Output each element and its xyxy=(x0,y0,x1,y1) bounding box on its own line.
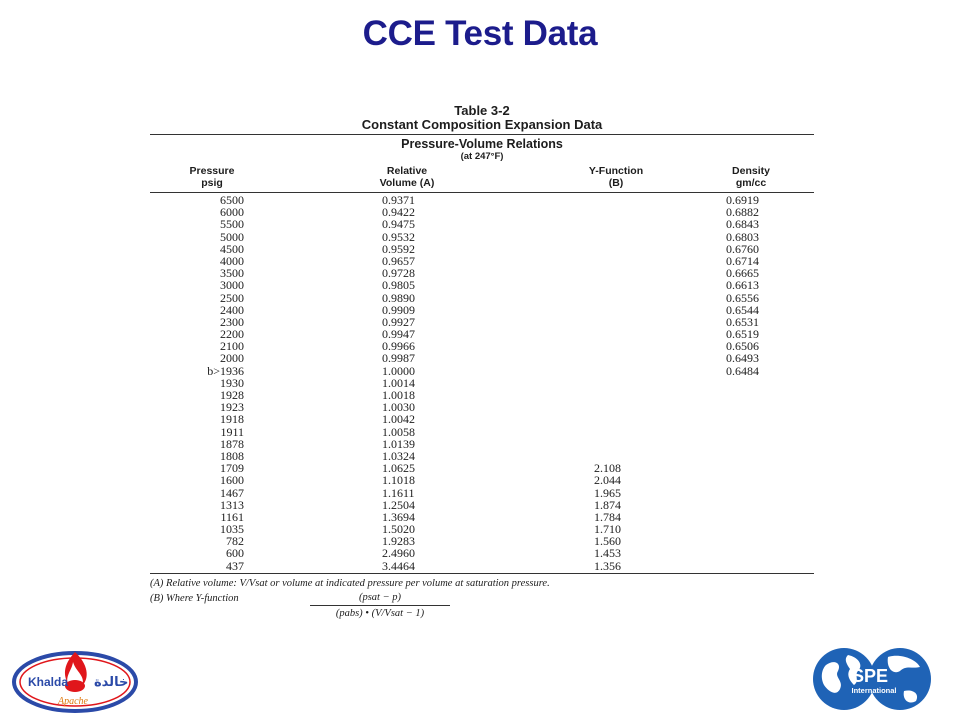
cell-pressure: 6500 xyxy=(220,193,244,207)
cell-y-function: 1.560 xyxy=(594,534,621,549)
cell-relative-volume: 0.9475 xyxy=(382,217,415,232)
cell-pressure: 1911 xyxy=(220,424,244,439)
cell-pressure: b>1936 xyxy=(207,363,244,378)
cell-relative-volume: 1.0139 xyxy=(382,436,415,451)
cell-relative-volume: 2.4960 xyxy=(382,546,415,561)
cell-density: 0.6531 xyxy=(726,314,759,329)
cell-relative-volume: 1.0042 xyxy=(382,412,415,427)
cell-density: 0.6843 xyxy=(726,217,759,232)
footnote-a: (A) Relative volume: V/Vsat or volume at indicated pressure per volume at saturation pressure. xyxy=(150,577,550,589)
cell-relative-volume: 3.4464 xyxy=(382,558,415,573)
table-row xyxy=(150,450,814,462)
cell-pressure: 1600 xyxy=(220,473,244,488)
cell-pressure: 4000 xyxy=(220,253,244,268)
cell-pressure: 1930 xyxy=(220,375,244,390)
table-row xyxy=(150,255,814,267)
cell-density: 0.6882 xyxy=(726,205,759,220)
cell-relative-volume: 1.0014 xyxy=(382,375,415,390)
cell-density: 0.6665 xyxy=(726,266,759,281)
table-row xyxy=(150,389,814,401)
table-row xyxy=(150,438,814,450)
table-row xyxy=(150,426,814,438)
cell-density: 0.6760 xyxy=(726,241,759,256)
cell-density: 0.6506 xyxy=(726,339,759,354)
cell-y-function: 1.453 xyxy=(594,546,621,561)
cell-pressure: 1161 xyxy=(220,509,244,524)
cell-pressure: 1709 xyxy=(220,461,244,476)
cell-relative-volume: 0.9532 xyxy=(382,229,415,244)
table-row xyxy=(150,316,814,328)
cell-density: 0.6493 xyxy=(726,351,759,366)
table-subheader xyxy=(150,137,814,162)
cell-density: 0.6544 xyxy=(726,302,759,317)
table-row xyxy=(150,523,814,535)
cell-relative-volume: 0.9657 xyxy=(382,253,415,268)
cell-pressure: 1923 xyxy=(220,400,244,415)
bottom-rule xyxy=(150,573,814,574)
formula-denominator: (pabs) • (V/Vsat − 1) xyxy=(335,607,425,619)
cell-pressure: 1467 xyxy=(220,485,244,500)
cell-pressure: 1918 xyxy=(220,412,244,427)
table-row xyxy=(150,231,814,243)
cell-pressure: 1313 xyxy=(220,497,244,512)
table-row xyxy=(150,206,814,218)
top-rule xyxy=(150,134,814,135)
table-body xyxy=(150,194,814,572)
table-condition: (at 247°F) xyxy=(460,151,504,162)
cell-density: 0.6919 xyxy=(726,193,759,207)
cell-pressure: 3500 xyxy=(220,266,244,281)
logo-text-spe: SPE xyxy=(851,666,889,686)
table-row xyxy=(150,401,814,413)
slide-title: CCE Test Data xyxy=(362,14,598,53)
cell-pressure: 1878 xyxy=(220,436,244,451)
khalda-logo xyxy=(10,646,140,714)
cell-pressure: 2400 xyxy=(220,302,244,317)
cell-relative-volume: 1.0030 xyxy=(382,400,415,415)
table-row xyxy=(150,560,814,572)
column-header-y-function: Y-Function (B) xyxy=(588,165,644,189)
table-row xyxy=(150,194,814,206)
header-rule xyxy=(150,192,814,193)
table-row xyxy=(150,487,814,499)
cell-relative-volume: 0.9592 xyxy=(382,241,415,256)
cell-pressure: 6000 xyxy=(220,205,244,220)
table-row xyxy=(150,535,814,547)
cell-pressure: 2000 xyxy=(220,351,244,366)
cell-relative-volume: 0.9371 xyxy=(382,193,415,207)
cell-density: 0.6803 xyxy=(726,229,759,244)
logo-subtext: Apache xyxy=(58,696,88,707)
table-row xyxy=(150,279,814,291)
table-row xyxy=(150,352,814,364)
cell-y-function: 1.784 xyxy=(594,509,621,524)
cell-relative-volume: 1.0018 xyxy=(382,388,415,402)
table-row xyxy=(150,292,814,304)
footnote-b-label: (B) Where Y-function xyxy=(150,592,239,604)
formula-numerator: (psat − p) xyxy=(310,591,450,606)
cell-y-function: 2.108 xyxy=(594,461,621,476)
table-row xyxy=(150,413,814,425)
cell-density: 0.6519 xyxy=(726,327,759,342)
y-function-formula xyxy=(310,591,450,620)
cell-pressure: 2100 xyxy=(220,339,244,354)
cell-relative-volume: 1.1611 xyxy=(382,485,415,500)
cell-relative-volume: 0.9890 xyxy=(382,290,415,305)
table-row xyxy=(150,267,814,279)
table-row xyxy=(150,377,814,389)
cell-relative-volume: 0.9422 xyxy=(382,205,415,220)
cell-relative-volume: 1.2504 xyxy=(382,497,415,512)
cell-pressure: 600 xyxy=(226,546,244,561)
cell-pressure: 2200 xyxy=(220,327,244,342)
cell-pressure: 782 xyxy=(226,534,244,549)
cell-pressure: 2300 xyxy=(220,314,244,329)
cell-pressure: 1808 xyxy=(220,448,244,463)
table-row xyxy=(150,499,814,511)
cell-pressure: 1035 xyxy=(220,522,244,537)
cell-relative-volume: 1.1018 xyxy=(382,473,415,488)
table-row xyxy=(150,243,814,255)
cell-y-function: 1.356 xyxy=(594,558,621,573)
scanned-table-page xyxy=(150,104,814,624)
cell-density: 0.6613 xyxy=(726,278,759,293)
column-headers xyxy=(150,162,814,192)
table-row xyxy=(150,462,814,474)
table-title: Constant Composition Expansion Data xyxy=(361,117,603,132)
cell-relative-volume: 0.9805 xyxy=(382,278,415,293)
cell-y-function: 1.710 xyxy=(594,522,621,537)
logo-text-en: Khalda xyxy=(28,675,69,689)
cell-pressure: 4500 xyxy=(220,241,244,256)
cell-relative-volume: 1.0324 xyxy=(382,448,415,463)
table-row xyxy=(150,547,814,559)
table-row xyxy=(150,340,814,352)
cell-relative-volume: 1.3694 xyxy=(382,509,415,524)
table-row xyxy=(150,218,814,230)
cell-density: 0.6484 xyxy=(726,363,759,378)
logo-text-international: International xyxy=(851,686,897,695)
column-header-relative-volume: Relative Volume (A) xyxy=(379,165,435,189)
cell-density: 0.6714 xyxy=(726,253,759,268)
table-subtitle: Pressure-Volume Relations xyxy=(401,137,563,151)
logo-text-ar: خالدة xyxy=(94,675,129,690)
cell-y-function: 1.965 xyxy=(594,485,621,500)
cell-relative-volume: 0.9909 xyxy=(382,302,415,317)
table-row xyxy=(150,474,814,486)
table-header xyxy=(150,104,814,132)
cell-pressure: 2500 xyxy=(220,290,244,305)
cell-relative-volume: 1.0000 xyxy=(382,363,415,378)
cell-relative-volume: 1.5020 xyxy=(382,522,415,537)
column-header-pressure: Pressure psig xyxy=(189,165,235,189)
cell-relative-volume: 1.9283 xyxy=(382,534,415,549)
spe-international-logo xyxy=(808,645,934,713)
table-row xyxy=(150,511,814,523)
cell-pressure: 5000 xyxy=(220,229,244,244)
footnotes xyxy=(150,577,814,624)
column-header-density: Density gm/cc xyxy=(732,165,770,189)
cell-y-function: 2.044 xyxy=(594,473,621,488)
table-row xyxy=(150,304,814,316)
cell-relative-volume: 1.0058 xyxy=(382,424,415,439)
cell-pressure: 3000 xyxy=(220,278,244,293)
cell-pressure: 5500 xyxy=(220,217,244,232)
cell-pressure: 437 xyxy=(226,558,244,573)
cell-relative-volume: 0.9927 xyxy=(382,314,415,329)
cell-relative-volume: 1.0625 xyxy=(382,461,415,476)
cell-relative-volume: 0.9947 xyxy=(382,327,415,342)
cell-pressure: 1928 xyxy=(220,388,244,402)
cell-relative-volume: 0.9728 xyxy=(382,266,415,281)
table-number: Table 3-2 xyxy=(454,103,510,118)
cell-density: 0.6556 xyxy=(726,290,759,305)
footnote-b xyxy=(150,592,814,624)
table-row xyxy=(150,328,814,340)
cell-relative-volume: 0.9987 xyxy=(382,351,415,366)
table-row xyxy=(150,365,814,377)
cell-relative-volume: 0.9966 xyxy=(382,339,415,354)
cell-y-function: 1.874 xyxy=(594,497,621,512)
